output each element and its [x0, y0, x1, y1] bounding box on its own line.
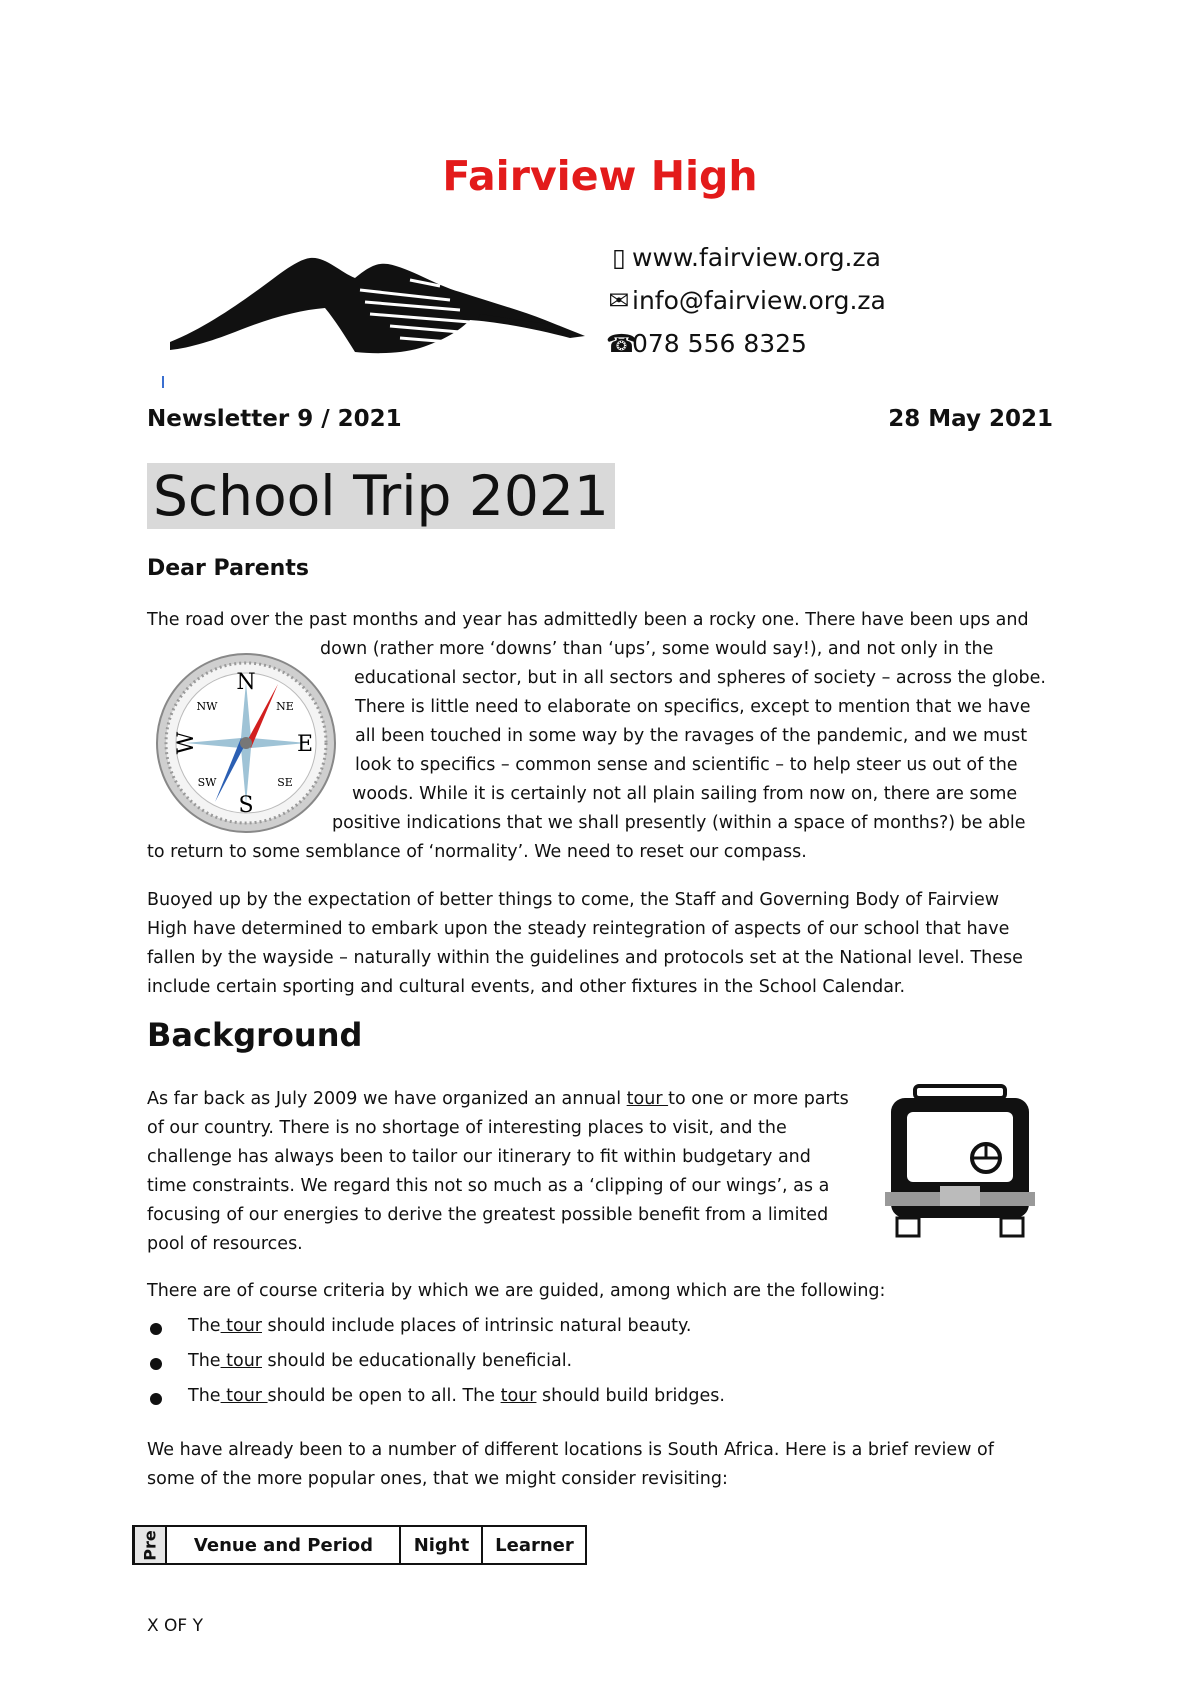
bullet-icon [150, 1358, 162, 1370]
bullet-text: should be open to all. The [267, 1386, 501, 1406]
compass-image [155, 652, 337, 834]
bullet-icon [150, 1393, 162, 1405]
table-header-cell [134, 1526, 167, 1564]
background-line: challenge has always been to tailor our itinerary to fit within budgetary and [147, 1147, 811, 1167]
phone-line [606, 329, 807, 358]
intro-line: look to specifics – common sense and scientific – to help steer us out of the [355, 755, 1018, 775]
intro-line: The road over the past months and year has admittedly been a rocky one. There have been ups and [147, 610, 1029, 630]
greeting: Dear Parents [147, 556, 309, 581]
review-line: We have already been to a number of different locations is South Africa. Here is a brief review of [147, 1440, 994, 1460]
telephone-icon: ☎ [606, 329, 638, 358]
intro-line: educational sector, but in all sectors and spheres of society – across the globe. [354, 668, 1046, 688]
compass-e-label: E [296, 732, 314, 757]
criteria-intro: There are of course criteria by which we are guided, among which are the following: [147, 1281, 886, 1301]
bullet-icon [150, 1323, 162, 1335]
intro-line: woods. While it is certainly not all plain sailing from now on, there are some [352, 784, 1018, 804]
compass-sw-label: SW [197, 776, 217, 789]
tour-link[interactable]: tour [220, 1351, 262, 1371]
venues-table [132, 1525, 587, 1565]
intro-line: There is little need to elaborate on specifics, except to mention that we have [355, 697, 1031, 717]
phone-number: 078 556 8325 [632, 329, 807, 358]
background-line: pool of resources. [147, 1234, 303, 1254]
background-line1-pre: As far back as July 2009 we have organized an annual [147, 1089, 627, 1109]
background-heading: Background [147, 1016, 363, 1054]
envelope-icon: ✉ [608, 286, 630, 315]
bus-image [885, 1084, 1035, 1239]
tour-link[interactable]: tour [500, 1386, 537, 1406]
intro-line: all been touched in some way by the ravages of the pandemic, and we must [355, 726, 1028, 746]
intro-line: positive indications that we shall presently (within a space of months?) be able [332, 813, 1026, 833]
background-line: time constraints. We regard this not so much as a ‘clipping of our wings’, as a [147, 1176, 830, 1196]
intro-line: down (rather more ‘downs’ than ‘ups’, some would say!), and not only in the [320, 639, 994, 659]
compass-w-label: W [174, 731, 199, 755]
bullet-text: The [188, 1386, 221, 1406]
para2-line: High have determined to embark upon the steady reintegration of aspects of our school that have [147, 919, 1010, 939]
newsletter-number: Newsletter 9 / 2021 [147, 406, 402, 432]
para2-line: Buoyed up by the expectation of better things to come, the Staff and Governing Body of Fairview [147, 890, 1000, 910]
bullet-text: The [188, 1351, 221, 1371]
compass-s-label: S [238, 793, 254, 818]
para2-line: include certain sporting and cultural events, and other fixtures in the School Calendar. [147, 977, 906, 997]
table-header-cell: Night [400, 1526, 482, 1564]
email-line [606, 286, 886, 315]
bullet-text: should be educationally beneficial. [261, 1351, 573, 1371]
intro-line: to return to some semblance of ‘normality’. We need to reset our compass. [147, 842, 807, 862]
tour-link[interactable]: tour [626, 1089, 669, 1109]
text-cursor [162, 376, 164, 388]
background-line: of our country. There is no shortage of interesting places to visit, and the [147, 1118, 787, 1138]
newsletter-date: 28 May 2021 [888, 406, 1053, 432]
bullet-text: should build bridges. [536, 1386, 725, 1406]
table-header-cell: Venue and Period [166, 1526, 400, 1564]
bullet-text: should include places of intrinsic natural beauty. [261, 1316, 692, 1336]
para2-line: fallen by the wayside – naturally within the guidelines and protocols set at the National level. These [147, 948, 1023, 968]
background-line: focusing of our energies to derive the greatest possible benefit from a limited [147, 1205, 829, 1225]
school-name: Fairview High [442, 152, 758, 200]
email-link[interactable]: info@fairview.org.za [632, 286, 886, 315]
website-line [606, 243, 881, 272]
tour-link[interactable]: tour [220, 1316, 262, 1336]
bullet-text: The [188, 1316, 221, 1336]
table-header-cell: Learner [482, 1526, 586, 1564]
mountain-logo [160, 250, 590, 360]
globe-icon: ▯ [612, 243, 626, 272]
table-header-row [134, 1526, 587, 1564]
tour-link[interactable]: tour [220, 1386, 268, 1406]
page-number: X OF Y [147, 1616, 203, 1636]
page-title: School Trip 2021 [147, 463, 615, 529]
website-link[interactable]: www.fairview.org.za [632, 243, 881, 272]
compass-ne-label: NE [276, 700, 294, 713]
background-line [147, 1085, 849, 1115]
review-line: some of the more popular ones, that we might consider revisiting: [147, 1469, 728, 1489]
compass-n-label: N [236, 670, 256, 695]
table-header-text: Pre [140, 1529, 160, 1561]
background-line1-post: to one or more parts [668, 1089, 849, 1109]
compass-nw-label: NW [196, 700, 218, 713]
compass-se-label: SE [277, 776, 293, 789]
